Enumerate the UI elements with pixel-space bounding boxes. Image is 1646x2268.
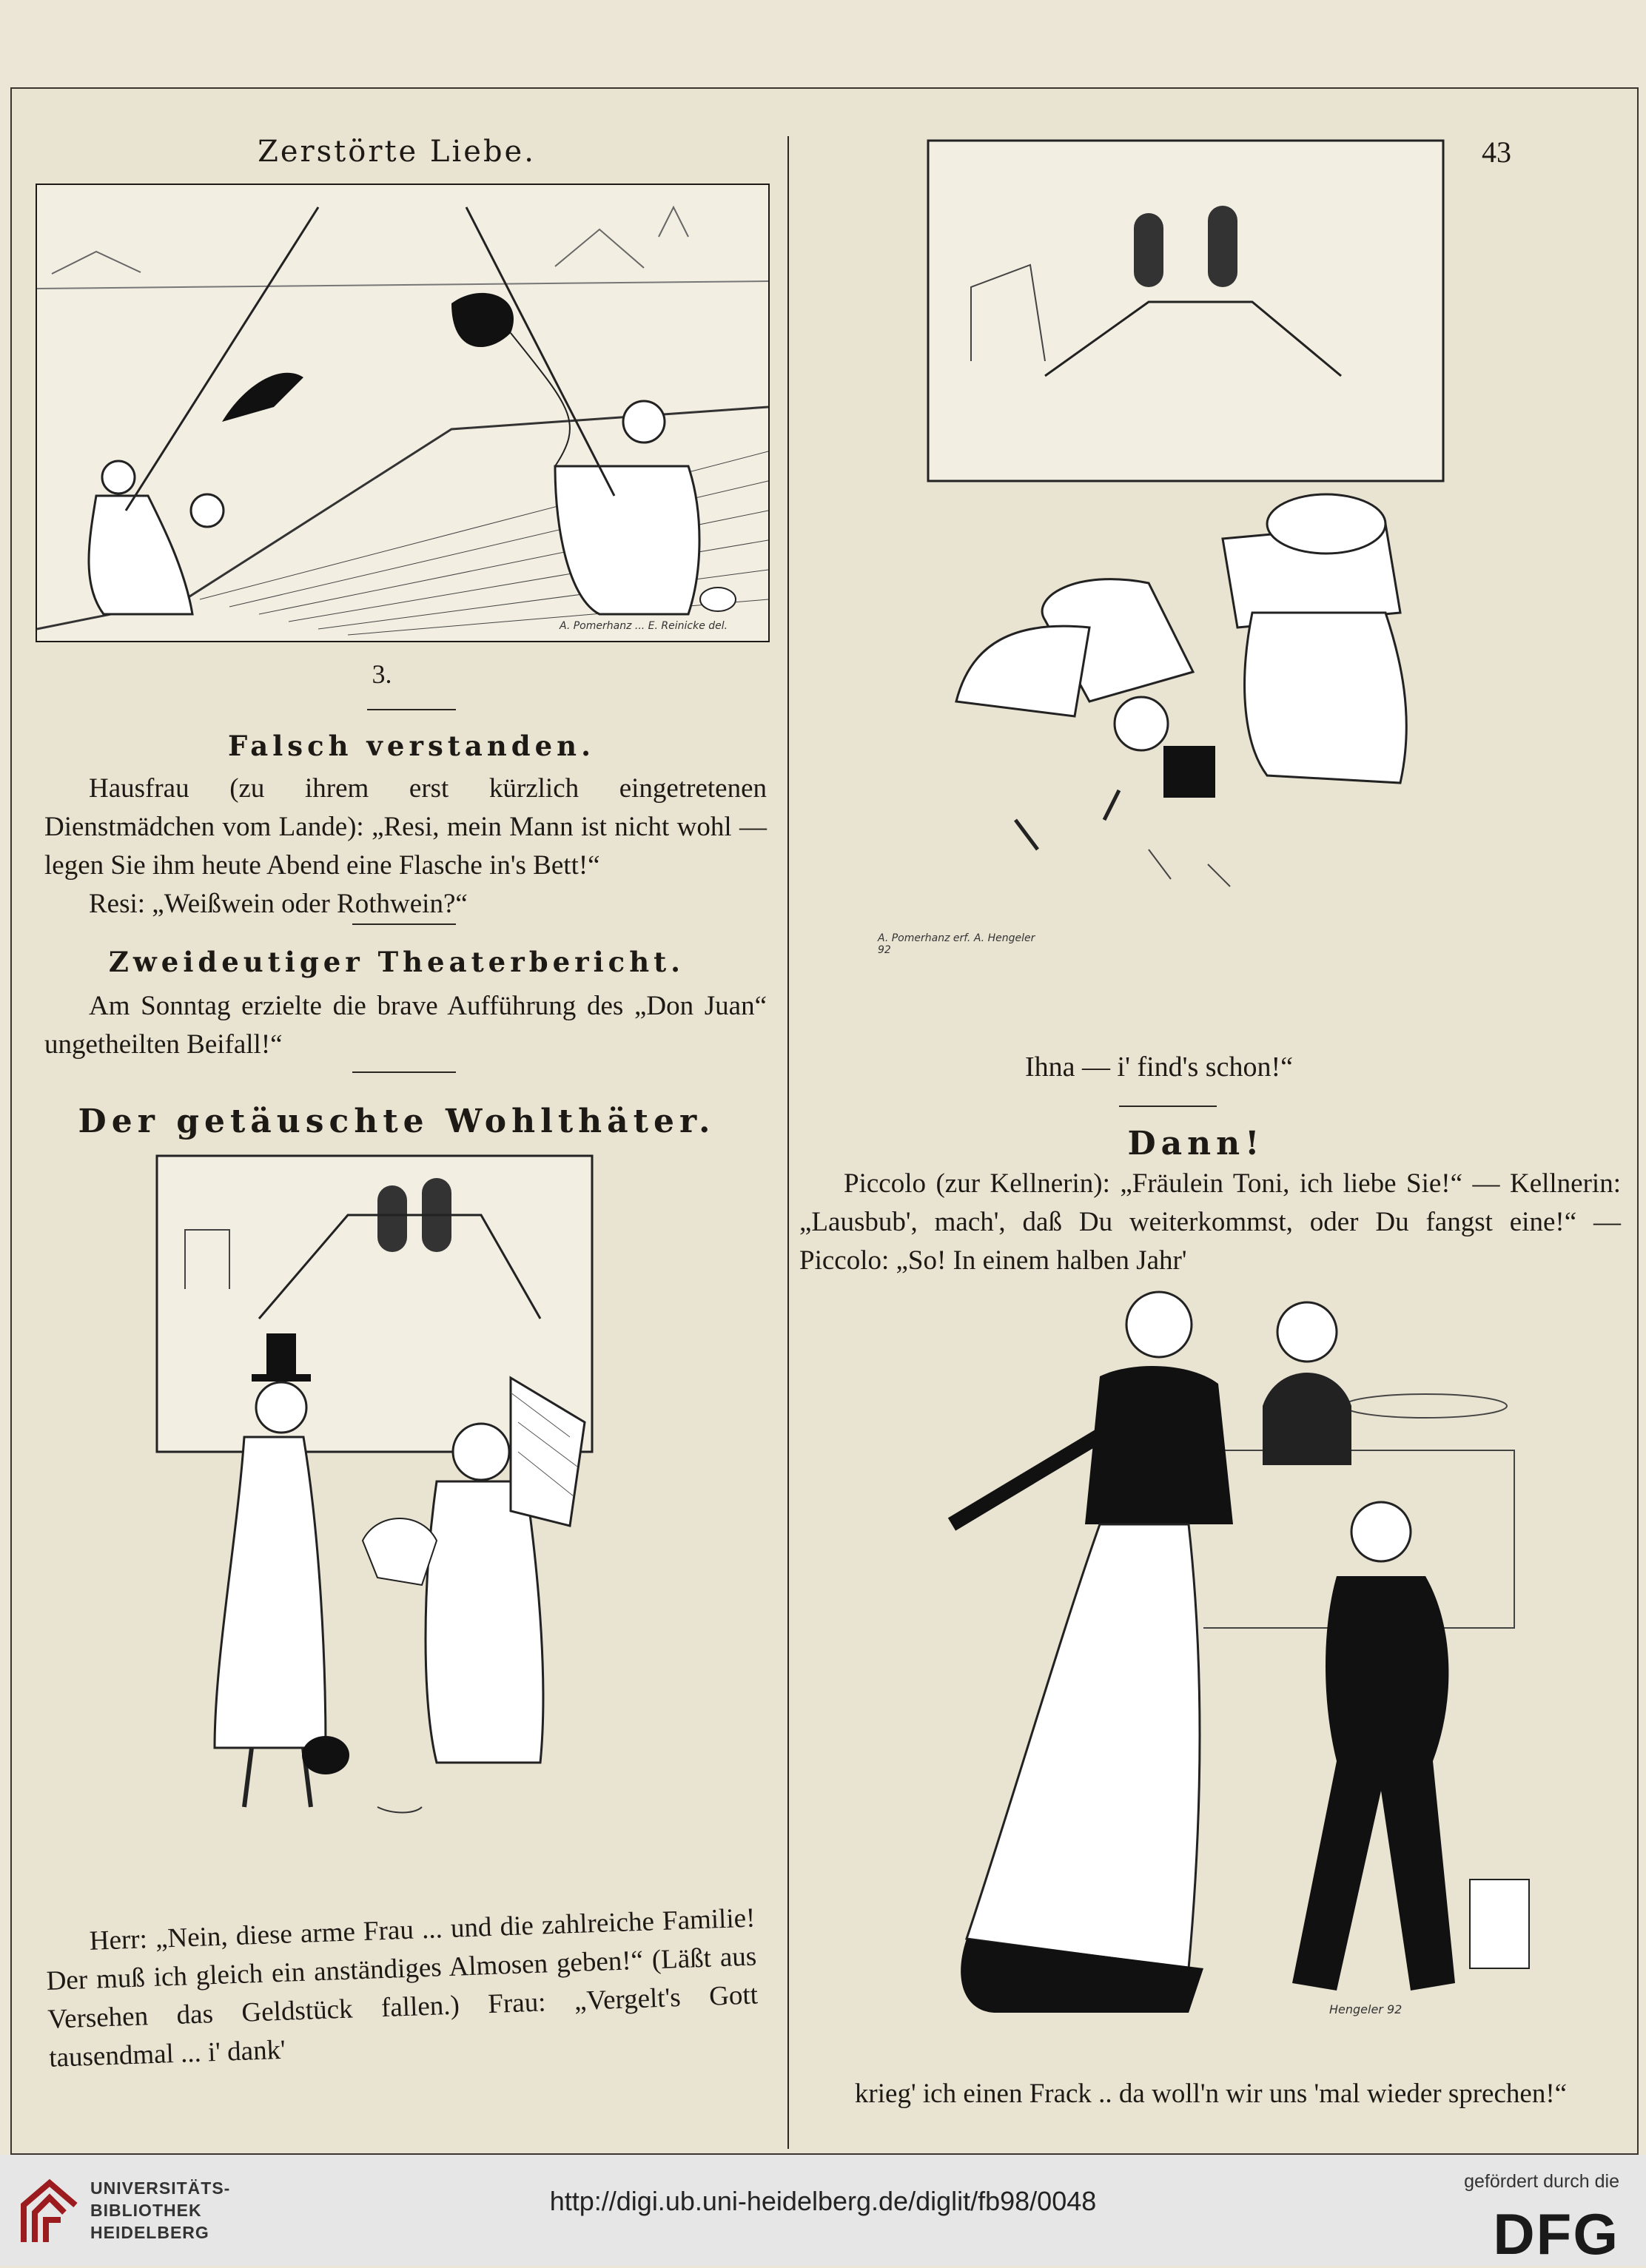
wohltaeter-caption: Herr: „Nein, diese arme Frau ... und die zahlreiche Familie! Der muß ich gleich ein anständiges Almosen geben!“ (Läßt aus Versehen das Geldstück fallen.) Frau: „Vergelt's Gott tausendmal ... i' dank'	[45, 1902, 759, 2073]
section-text-falsch	[44, 770, 767, 923]
section-title-dann: Dann!	[1127, 1125, 1265, 1162]
fishing-couple-drawing	[37, 185, 768, 641]
section-text-theater	[44, 987, 767, 1064]
university-line-2: BIBLIOTHEK	[90, 2201, 202, 2220]
dfg-logo: DFG	[1493, 2201, 1619, 2267]
falsch-reply: Resi: „Weißwein oder Rothwein?“	[89, 889, 468, 919]
university-line-1: UNIVERSITÄTS-	[90, 2178, 231, 2198]
separator	[1119, 1106, 1217, 1107]
running-title: Zerstörte Liebe.	[258, 135, 536, 169]
section-title-wohltaeter: Der getäuschte Wohlthäter.	[78, 1103, 716, 1140]
column-rule	[787, 136, 789, 2149]
footer-bar	[0, 2155, 1646, 2266]
illustration-ihna	[927, 139, 1445, 925]
funded-by-text: gefördert durch die	[1464, 2171, 1619, 2192]
illustration-signature-right: A. Pomerhanz erf. A. Hengeler 92	[878, 932, 1035, 956]
source-url-link[interactable]: http://digi.ub.uni-heidelberg.de/diglit/fb98/0048	[549, 2186, 1097, 2216]
dann-closing: krieg' ich einen Frack .. da woll'n wir uns 'mal wieder sprechen!“	[854, 2079, 1568, 2109]
separator	[367, 709, 456, 710]
section-title-falsch: Falsch verstanden.	[228, 730, 595, 762]
gentleman-and-woman-drawing	[155, 1067, 594, 1871]
section-title-theater: Zweideutiger Theaterbericht.	[108, 946, 685, 978]
illustration-dann	[819, 1243, 1618, 2042]
waitress-and-piccolo-drawing	[819, 1243, 1618, 2042]
dann-text: Piccolo (zur Kellnerin): „Fräulein Toni, ich liebe Sie!“ — Kellnerin: „Lausbub', mach', daß Du weiterkommst, oder Du fangst eine!“ — Piccolo: „So! In einem halben Jahr'	[799, 1168, 1621, 1276]
theater-text: Am Sonntag erzielte die brave Aufführung des „Don Juan“ ungetheilten Beifall!“	[44, 991, 767, 1060]
separator	[352, 923, 456, 925]
illustration-wohltaeter	[155, 1067, 594, 1871]
caption-number: 3.	[372, 659, 392, 689]
illustration-signature: A. Pomerhanz ... E. Reinicke del.	[560, 620, 728, 632]
falsch-text: Hausfrau (zu ihrem erst kürzlich eingetretenen Dienstmädchen vom Lande): „Resi, mein Mann ist nicht wohl — legen Sie ihm heute Abend eine Flasche in's Bett!“	[44, 773, 767, 881]
ihna-line: Ihna — i' find's schon!“	[1025, 1051, 1293, 1083]
page-number: 43	[1482, 135, 1511, 169]
section-text-wohltaeter	[44, 1899, 760, 2077]
illustration-zerstoerte-liebe	[36, 184, 770, 642]
university-line-3: HEIDELBERG	[90, 2223, 209, 2242]
piccolo-bending-drawing	[927, 139, 1445, 925]
magazine-page	[10, 87, 1639, 2155]
signature-dann: Hengeler 92	[1329, 2002, 1403, 2016]
